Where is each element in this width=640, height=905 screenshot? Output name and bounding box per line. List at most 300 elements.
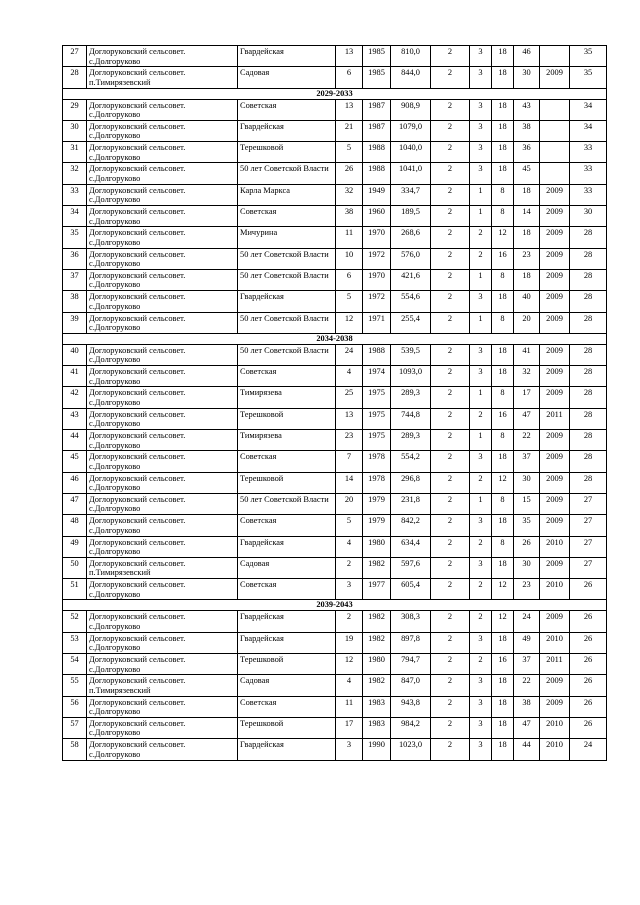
residents-cell: 37 xyxy=(514,451,540,472)
year-built-cell: 1988 xyxy=(363,142,391,163)
settlement-cell: Доглоруковский сельсовет. с.Долгоруково xyxy=(87,206,238,227)
settlement-cell: Доглоруковский сельсовет. с.Долгоруково xyxy=(87,515,238,536)
area-cell: 554,6 xyxy=(391,291,431,312)
residents-cell: 46 xyxy=(514,46,540,67)
entrances-cell: 2 xyxy=(470,536,492,557)
residents-cell: 18 xyxy=(514,184,540,205)
area-cell: 231,8 xyxy=(391,493,431,514)
residents-cell: 14 xyxy=(514,206,540,227)
period-years-cell: 26 xyxy=(570,611,607,632)
apartments-cell: 12 xyxy=(492,611,514,632)
row-number-cell: 58 xyxy=(63,739,87,760)
last-repair-cell: 2009 xyxy=(540,184,570,205)
residents-cell: 24 xyxy=(514,611,540,632)
residents-cell: 32 xyxy=(514,366,540,387)
period-years-cell: 28 xyxy=(570,344,607,365)
apartments-cell: 16 xyxy=(492,408,514,429)
settlement-cell: Доглоруковский сельсовет. с.Долгоруково xyxy=(87,451,238,472)
entrances-cell: 1 xyxy=(470,430,492,451)
residents-cell: 38 xyxy=(514,120,540,141)
period-years-cell: 28 xyxy=(570,451,607,472)
street-cell: Гвардейская xyxy=(238,611,336,632)
last-repair-cell: 2009 xyxy=(540,472,570,493)
period-years-cell: 28 xyxy=(570,248,607,269)
settlement-cell: Доглоруковский сельсовет. п.Тимирязевский xyxy=(87,675,238,696)
house-number-cell: 17 xyxy=(336,717,363,738)
period-years-cell: 30 xyxy=(570,206,607,227)
year-built-cell: 1979 xyxy=(363,515,391,536)
street-cell: Советская xyxy=(238,206,336,227)
last-repair-cell: 2009 xyxy=(540,493,570,514)
area-cell: 744,8 xyxy=(391,408,431,429)
year-built-cell: 1985 xyxy=(363,67,391,88)
table-row xyxy=(63,46,607,67)
house-number-cell: 19 xyxy=(336,632,363,653)
apartments-cell: 18 xyxy=(492,366,514,387)
entrances-cell: 1 xyxy=(470,493,492,514)
residents-cell: 30 xyxy=(514,67,540,88)
street-cell: 50 лет Советской Власти xyxy=(238,344,336,365)
area-cell: 844,0 xyxy=(391,67,431,88)
year-built-cell: 1975 xyxy=(363,387,391,408)
last-repair-cell xyxy=(540,142,570,163)
last-repair-cell: 2010 xyxy=(540,739,570,760)
area-cell: 634,4 xyxy=(391,536,431,557)
row-number-cell: 41 xyxy=(63,366,87,387)
table-row xyxy=(63,248,607,269)
last-repair-cell: 2009 xyxy=(540,611,570,632)
entrances-cell: 3 xyxy=(470,717,492,738)
street-cell: Советская xyxy=(238,366,336,387)
table-row xyxy=(63,739,607,760)
floors-cell: 2 xyxy=(431,163,470,184)
settlement-cell: Доглоруковский сельсовет. с.Долгоруково xyxy=(87,291,238,312)
last-repair-cell: 2009 xyxy=(540,387,570,408)
period-years-cell: 28 xyxy=(570,312,607,333)
street-cell: 50 лет Советской Власти xyxy=(238,269,336,290)
settlement-cell: Доглоруковский сельсовет. п.Тимирязевский xyxy=(87,67,238,88)
period-years-cell: 28 xyxy=(570,430,607,451)
entrances-cell: 1 xyxy=(470,312,492,333)
floors-cell: 2 xyxy=(431,269,470,290)
row-number-cell: 30 xyxy=(63,120,87,141)
entrances-cell: 2 xyxy=(470,579,492,600)
floors-cell: 2 xyxy=(431,99,470,120)
residents-cell: 20 xyxy=(514,312,540,333)
floors-cell: 2 xyxy=(431,739,470,760)
row-number-cell: 50 xyxy=(63,557,87,578)
residents-cell: 30 xyxy=(514,472,540,493)
area-cell: 255,4 xyxy=(391,312,431,333)
apartments-cell: 18 xyxy=(492,515,514,536)
table-row xyxy=(63,344,607,365)
period-years-cell: 35 xyxy=(570,46,607,67)
entrances-cell: 3 xyxy=(470,696,492,717)
street-cell: Карла Маркса xyxy=(238,184,336,205)
floors-cell: 2 xyxy=(431,46,470,67)
floors-cell: 2 xyxy=(431,387,470,408)
residents-cell: 30 xyxy=(514,557,540,578)
street-cell: Садовая xyxy=(238,67,336,88)
settlement-cell: Доглоруковский сельсовет. с.Долгоруково xyxy=(87,344,238,365)
period-years-cell: 27 xyxy=(570,493,607,514)
residents-cell: 22 xyxy=(514,430,540,451)
apartments-cell: 8 xyxy=(492,206,514,227)
entrances-cell: 1 xyxy=(470,387,492,408)
floors-cell: 2 xyxy=(431,579,470,600)
area-cell: 842,2 xyxy=(391,515,431,536)
last-repair-cell: 2009 xyxy=(540,248,570,269)
floors-cell: 2 xyxy=(431,717,470,738)
residents-cell: 18 xyxy=(514,269,540,290)
last-repair-cell: 2011 xyxy=(540,408,570,429)
last-repair-cell: 2009 xyxy=(540,269,570,290)
area-cell: 189,5 xyxy=(391,206,431,227)
street-cell: Терешковой xyxy=(238,717,336,738)
year-built-cell: 1949 xyxy=(363,184,391,205)
house-number-cell: 32 xyxy=(336,184,363,205)
table-row xyxy=(63,675,607,696)
residents-cell: 15 xyxy=(514,493,540,514)
apartments-cell: 18 xyxy=(492,291,514,312)
year-built-cell: 1960 xyxy=(363,206,391,227)
floors-cell: 2 xyxy=(431,206,470,227)
table-row xyxy=(63,408,607,429)
row-number-cell: 36 xyxy=(63,248,87,269)
row-number-cell: 33 xyxy=(63,184,87,205)
street-cell: 50 лет Советской Власти xyxy=(238,163,336,184)
table-row xyxy=(63,696,607,717)
house-number-cell: 6 xyxy=(336,269,363,290)
settlement-cell: Доглоруковский сельсовет. п.Тимирязевский xyxy=(87,557,238,578)
apartments-cell: 8 xyxy=(492,536,514,557)
year-built-cell: 1977 xyxy=(363,579,391,600)
settlement-cell: Доглоруковский сельсовет. с.Долгоруково xyxy=(87,163,238,184)
period-years-cell: 27 xyxy=(570,515,607,536)
apartments-cell: 18 xyxy=(492,451,514,472)
year-built-cell: 1975 xyxy=(363,430,391,451)
year-built-cell: 1988 xyxy=(363,344,391,365)
area-cell: 847,0 xyxy=(391,675,431,696)
street-cell: Гвардейская xyxy=(238,120,336,141)
apartments-cell: 18 xyxy=(492,142,514,163)
period-header xyxy=(63,333,607,344)
row-number-cell: 47 xyxy=(63,493,87,514)
period-years-cell: 24 xyxy=(570,739,607,760)
house-number-cell: 4 xyxy=(336,366,363,387)
period-years-cell: 26 xyxy=(570,696,607,717)
row-number-cell: 34 xyxy=(63,206,87,227)
entrances-cell: 3 xyxy=(470,120,492,141)
row-number-cell: 51 xyxy=(63,579,87,600)
house-number-cell: 13 xyxy=(336,46,363,67)
housing-table xyxy=(62,45,607,761)
table-row xyxy=(63,632,607,653)
last-repair-cell: 2009 xyxy=(540,227,570,248)
house-number-cell: 26 xyxy=(336,163,363,184)
last-repair-cell: 2011 xyxy=(540,654,570,675)
floors-cell: 2 xyxy=(431,366,470,387)
year-built-cell: 1971 xyxy=(363,312,391,333)
house-number-cell: 38 xyxy=(336,206,363,227)
entrances-cell: 2 xyxy=(470,611,492,632)
residents-cell: 40 xyxy=(514,291,540,312)
floors-cell: 2 xyxy=(431,408,470,429)
table-row xyxy=(63,654,607,675)
last-repair-cell: 2010 xyxy=(540,579,570,600)
row-number-cell: 27 xyxy=(63,46,87,67)
area-cell: 308,3 xyxy=(391,611,431,632)
row-number-cell: 32 xyxy=(63,163,87,184)
entrances-cell: 2 xyxy=(470,472,492,493)
year-built-cell: 1982 xyxy=(363,632,391,653)
period-years-cell: 28 xyxy=(570,291,607,312)
row-number-cell: 42 xyxy=(63,387,87,408)
entrances-cell: 3 xyxy=(470,632,492,653)
residents-cell: 38 xyxy=(514,696,540,717)
settlement-cell: Доглоруковский сельсовет. с.Долгоруково xyxy=(87,99,238,120)
street-cell: Тимирязева xyxy=(238,430,336,451)
row-number-cell: 57 xyxy=(63,717,87,738)
table-row xyxy=(63,206,607,227)
period-label: 2029-2033 xyxy=(63,88,607,99)
row-number-cell: 39 xyxy=(63,312,87,333)
house-number-cell: 4 xyxy=(336,675,363,696)
floors-cell: 2 xyxy=(431,227,470,248)
settlement-cell: Доглоруковский сельсовет. с.Долгоруково xyxy=(87,472,238,493)
entrances-cell: 3 xyxy=(470,142,492,163)
floors-cell: 2 xyxy=(431,142,470,163)
period-years-cell: 35 xyxy=(570,67,607,88)
house-number-cell: 14 xyxy=(336,472,363,493)
period-years-cell: 26 xyxy=(570,632,607,653)
street-cell: Мичурина xyxy=(238,227,336,248)
house-number-cell: 12 xyxy=(336,312,363,333)
row-number-cell: 48 xyxy=(63,515,87,536)
period-years-cell: 26 xyxy=(570,579,607,600)
table-row xyxy=(63,291,607,312)
house-number-cell: 2 xyxy=(336,557,363,578)
apartments-cell: 18 xyxy=(492,120,514,141)
last-repair-cell xyxy=(540,99,570,120)
period-years-cell: 28 xyxy=(570,387,607,408)
last-repair-cell: 2010 xyxy=(540,717,570,738)
last-repair-cell: 2009 xyxy=(540,696,570,717)
year-built-cell: 1990 xyxy=(363,739,391,760)
area-cell: 1093,0 xyxy=(391,366,431,387)
settlement-cell: Доглоруковский сельсовет. с.Долгоруково xyxy=(87,227,238,248)
last-repair-cell: 2009 xyxy=(540,557,570,578)
floors-cell: 2 xyxy=(431,344,470,365)
settlement-cell: Доглоруковский сельсовет. с.Долгоруково xyxy=(87,46,238,67)
apartments-cell: 16 xyxy=(492,654,514,675)
street-cell: Гвардейская xyxy=(238,291,336,312)
last-repair-cell: 2009 xyxy=(540,430,570,451)
last-repair-cell: 2009 xyxy=(540,675,570,696)
period-years-cell: 28 xyxy=(570,408,607,429)
last-repair-cell: 2009 xyxy=(540,312,570,333)
period-years-cell: 33 xyxy=(570,142,607,163)
floors-cell: 2 xyxy=(431,675,470,696)
residents-cell: 23 xyxy=(514,248,540,269)
area-cell: 554,2 xyxy=(391,451,431,472)
table-row xyxy=(63,184,607,205)
area-cell: 897,8 xyxy=(391,632,431,653)
residents-cell: 35 xyxy=(514,515,540,536)
apartments-cell: 18 xyxy=(492,99,514,120)
floors-cell: 2 xyxy=(431,120,470,141)
period-header xyxy=(63,88,607,99)
row-number-cell: 43 xyxy=(63,408,87,429)
apartments-cell: 16 xyxy=(492,248,514,269)
year-built-cell: 1987 xyxy=(363,99,391,120)
entrances-cell: 2 xyxy=(470,248,492,269)
settlement-cell: Доглоруковский сельсовет. с.Долгоруково xyxy=(87,739,238,760)
last-repair-cell: 2009 xyxy=(540,366,570,387)
table-row xyxy=(63,312,607,333)
street-cell: Садовая xyxy=(238,557,336,578)
floors-cell: 2 xyxy=(431,312,470,333)
row-number-cell: 29 xyxy=(63,99,87,120)
settlement-cell: Доглоруковский сельсовет. с.Долгоруково xyxy=(87,269,238,290)
residents-cell: 37 xyxy=(514,654,540,675)
floors-cell: 2 xyxy=(431,430,470,451)
residents-cell: 44 xyxy=(514,739,540,760)
street-cell: Гвардейская xyxy=(238,632,336,653)
residents-cell: 47 xyxy=(514,408,540,429)
last-repair-cell: 2009 xyxy=(540,451,570,472)
house-number-cell: 10 xyxy=(336,248,363,269)
apartments-cell: 8 xyxy=(492,312,514,333)
residents-cell: 18 xyxy=(514,227,540,248)
area-cell: 1041,0 xyxy=(391,163,431,184)
period-years-cell: 33 xyxy=(570,184,607,205)
area-cell: 268,6 xyxy=(391,227,431,248)
house-number-cell: 4 xyxy=(336,536,363,557)
period-years-cell: 28 xyxy=(570,366,607,387)
house-number-cell: 3 xyxy=(336,579,363,600)
year-built-cell: 1983 xyxy=(363,717,391,738)
apartments-cell: 18 xyxy=(492,675,514,696)
settlement-cell: Доглоруковский сельсовет. с.Долгоруково xyxy=(87,142,238,163)
year-built-cell: 1978 xyxy=(363,472,391,493)
year-built-cell: 1985 xyxy=(363,46,391,67)
apartments-cell: 8 xyxy=(492,269,514,290)
area-cell: 421,6 xyxy=(391,269,431,290)
house-number-cell: 7 xyxy=(336,451,363,472)
year-built-cell: 1972 xyxy=(363,291,391,312)
settlement-cell: Доглоруковский сельсовет. с.Долгоруково xyxy=(87,493,238,514)
floors-cell: 2 xyxy=(431,493,470,514)
row-number-cell: 53 xyxy=(63,632,87,653)
settlement-cell: Доглоруковский сельсовет. с.Долгоруково xyxy=(87,366,238,387)
row-number-cell: 31 xyxy=(63,142,87,163)
house-number-cell: 13 xyxy=(336,408,363,429)
apartments-cell: 18 xyxy=(492,67,514,88)
street-cell: Гвардейская xyxy=(238,536,336,557)
period-years-cell: 26 xyxy=(570,654,607,675)
settlement-cell: Доглоруковский сельсовет. с.Долгоруково xyxy=(87,312,238,333)
house-number-cell: 21 xyxy=(336,120,363,141)
area-cell: 810,0 xyxy=(391,46,431,67)
table-row xyxy=(63,536,607,557)
settlement-cell: Доглоруковский сельсовет. с.Долгоруково xyxy=(87,184,238,205)
house-number-cell: 5 xyxy=(336,291,363,312)
street-cell: Советская xyxy=(238,451,336,472)
period-years-cell: 28 xyxy=(570,472,607,493)
floors-cell: 2 xyxy=(431,67,470,88)
entrances-cell: 3 xyxy=(470,515,492,536)
house-number-cell: 11 xyxy=(336,696,363,717)
settlement-cell: Доглоруковский сельсовет. с.Долгоруково xyxy=(87,387,238,408)
street-cell: Советская xyxy=(238,99,336,120)
street-cell: Советская xyxy=(238,696,336,717)
year-built-cell: 1988 xyxy=(363,163,391,184)
year-built-cell: 1970 xyxy=(363,227,391,248)
floors-cell: 2 xyxy=(431,184,470,205)
entrances-cell: 1 xyxy=(470,269,492,290)
apartments-cell: 8 xyxy=(492,387,514,408)
floors-cell: 2 xyxy=(431,696,470,717)
table-row xyxy=(63,142,607,163)
period-years-cell: 26 xyxy=(570,717,607,738)
period-years-cell: 34 xyxy=(570,120,607,141)
entrances-cell: 3 xyxy=(470,451,492,472)
residents-cell: 43 xyxy=(514,99,540,120)
period-years-cell: 27 xyxy=(570,536,607,557)
row-number-cell: 55 xyxy=(63,675,87,696)
area-cell: 1023,0 xyxy=(391,739,431,760)
area-cell: 539,5 xyxy=(391,344,431,365)
year-built-cell: 1972 xyxy=(363,248,391,269)
year-built-cell: 1982 xyxy=(363,611,391,632)
floors-cell: 2 xyxy=(431,654,470,675)
row-number-cell: 28 xyxy=(63,67,87,88)
year-built-cell: 1980 xyxy=(363,654,391,675)
period-years-cell: 27 xyxy=(570,557,607,578)
settlement-cell: Доглоруковский сельсовет. с.Долгоруково xyxy=(87,536,238,557)
settlement-cell: Доглоруковский сельсовет. с.Долгоруково xyxy=(87,430,238,451)
period-years-cell: 28 xyxy=(570,227,607,248)
last-repair-cell: 2009 xyxy=(540,206,570,227)
apartments-cell: 18 xyxy=(492,632,514,653)
last-repair-cell xyxy=(540,46,570,67)
row-number-cell: 44 xyxy=(63,430,87,451)
entrances-cell: 3 xyxy=(470,366,492,387)
table-row xyxy=(63,472,607,493)
row-number-cell: 54 xyxy=(63,654,87,675)
street-cell: Гвардейская xyxy=(238,739,336,760)
floors-cell: 2 xyxy=(431,557,470,578)
period-label: 2039-2043 xyxy=(63,600,607,611)
table-row xyxy=(63,493,607,514)
house-number-cell: 3 xyxy=(336,739,363,760)
period-years-cell: 26 xyxy=(570,675,607,696)
street-cell: Гвардейская xyxy=(238,46,336,67)
year-built-cell: 1980 xyxy=(363,536,391,557)
table-row xyxy=(63,430,607,451)
year-built-cell: 1987 xyxy=(363,120,391,141)
year-built-cell: 1978 xyxy=(363,451,391,472)
house-number-cell: 24 xyxy=(336,344,363,365)
area-cell: 576,0 xyxy=(391,248,431,269)
settlement-cell: Доглоруковский сельсовет. с.Долгоруково xyxy=(87,248,238,269)
settlement-cell: Доглоруковский сельсовет. с.Долгоруково xyxy=(87,717,238,738)
table-row xyxy=(63,227,607,248)
residents-cell: 47 xyxy=(514,717,540,738)
apartments-cell: 18 xyxy=(492,557,514,578)
street-cell: Советская xyxy=(238,579,336,600)
